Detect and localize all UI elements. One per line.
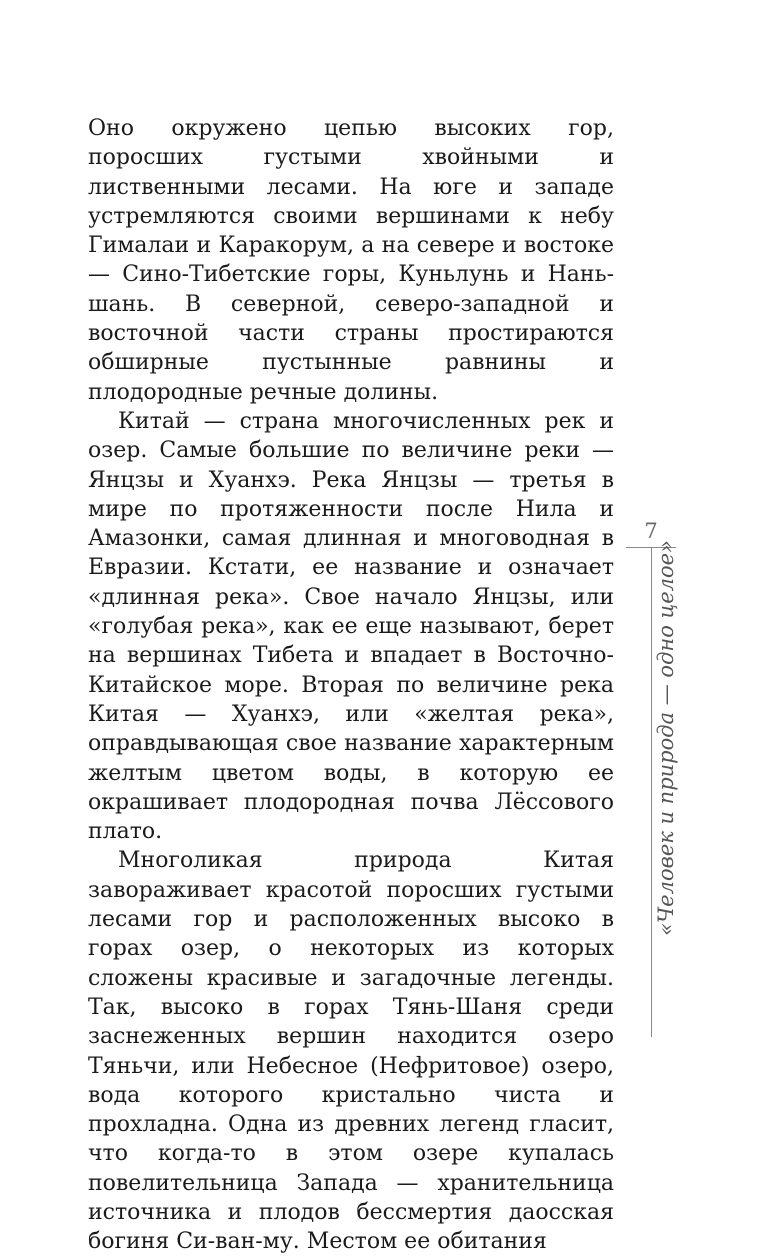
paragraph-3: Многоликая природа Китая завораживает красотой поросших густыми лесами гор и расположенных высоко в горах озер, о некоторых из которых сложены красивые и загадочные легенды. Так, высоко в горах Тянь-Шаня среди заснеженных вершин находится озеро Тяньчи, или Небесное (Нефритовое) озеро, вода которого кристально чиста и прохладна. Одна из древних легенд гласит, что когда-то в этом озере купалась повелительница Запада — хранительница источника и плодов бессмертия даосская богиня Си-ван-му. Местом ее обитания bbox=[88, 848, 614, 1255]
paragraph-2: Китай — страна многочисленных рек и озер. Самые большие по величине реки — Янцзы и Хуанхэ. Река Янцзы — третья в мире по протяженности после Нила и Амазонки, самая длинная и многоводная в Евразии. Кстати, ее название и означает «длинная река». Свое начало Янцзы, или «голубая река», как ее еще называют, берет на вершинах Тибета и впадает в Восточно-Китайское море. Вторая по величине река Китая — Хуанхэ, или «желтая река», оправдывающая свое название характерным желтым цветом воды, в которую ее окрашивает плодородная почва Лёссового плато. bbox=[88, 408, 614, 845]
paragraph-1: Оно окружено цепью высоких гор, поросших густыми хвойными и лиственными лесами. На юге и западе устремляются своими вершинами к небу Гималаи и Каракорум, а на севере и востоке — Сино-Тибетские горы, Куньлунь и Наньшань. В северной, северо-западной и восточной части страны простираются обширные пустынные равнины и плодородные речные долины. bbox=[88, 116, 614, 405]
body-text bbox=[88, 114, 614, 1257]
running-title: «Человек и природа — одно целое» bbox=[654, 540, 678, 936]
margin-rule bbox=[651, 547, 652, 1037]
page-number: 7 bbox=[644, 519, 658, 543]
